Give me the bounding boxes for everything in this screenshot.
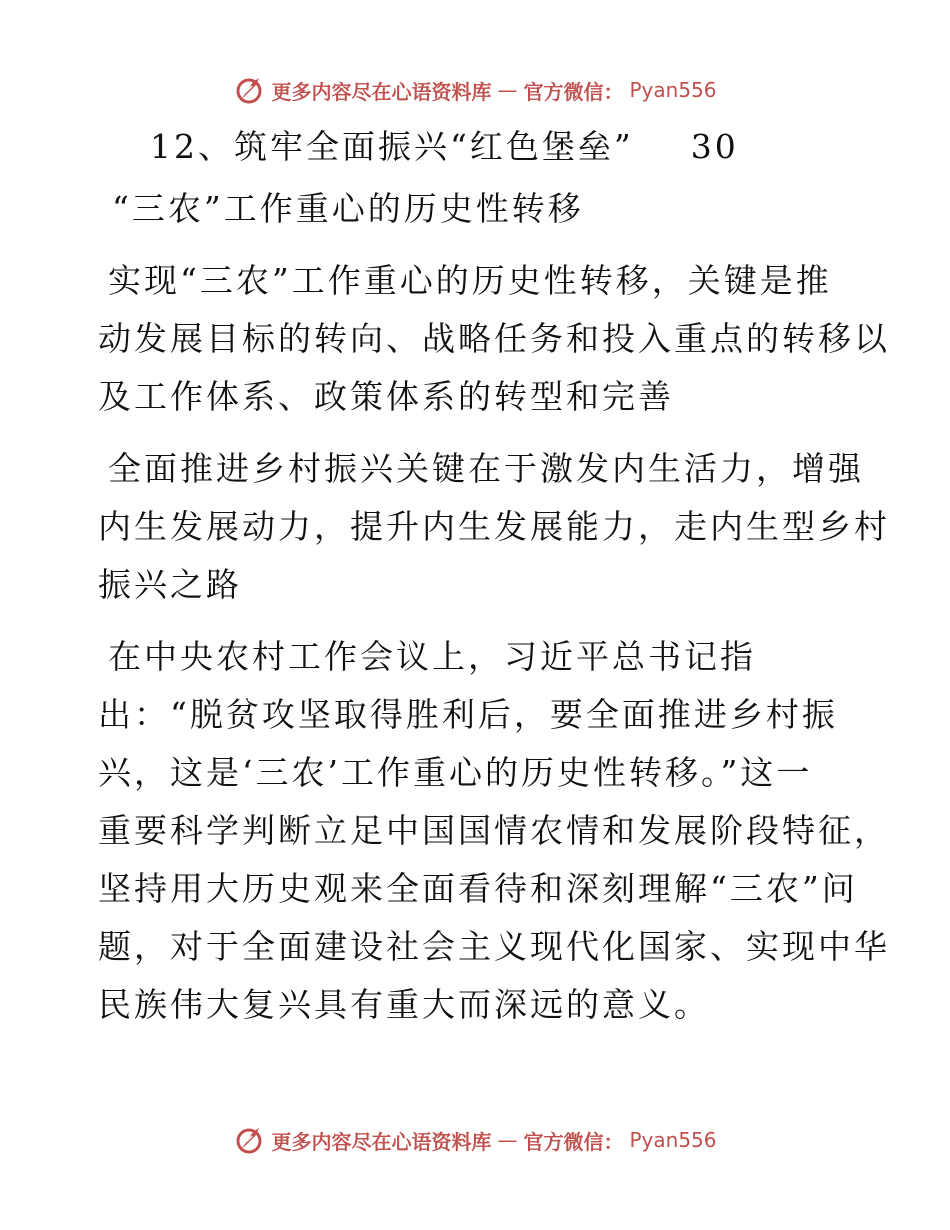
paragraph-line: 民族伟大复兴具有重大而深远的意义。 [98,985,710,1024]
paragraph-line: 及工作体系、政策体系的转型和完善 [98,377,674,416]
watermark-brand-text: 更多内容尽在心语资料库 [271,79,492,104]
header-watermark [0,72,950,108]
paragraph-3 [98,628,890,1034]
paragraph-line: 内生发展动力，提升内生发展能力，走内生型乡村 [98,507,890,546]
quill-logo-icon [233,1124,265,1156]
watermark-separator: — [497,78,518,102]
subheading: “三农”工作重心的历史性转移 [112,189,584,228]
quill-logo-icon [233,74,265,106]
document-body [98,118,890,1034]
section-heading [98,118,858,176]
paragraph-2 [98,440,890,614]
paragraph-line: 振兴之路 [98,565,242,604]
watermark-wechat-id: Pyan556 [629,1128,717,1152]
paragraph-line: 题，对于全面建设社会主义现代化国家、实现中华 [98,927,890,966]
section-heading-text: 12、筑牢全面振兴“红色堡垒” [150,127,634,166]
paragraph-1 [98,252,890,426]
paragraph-line: 全面推进乡村振兴关键在于激发内生活力，增强 [108,449,864,488]
watermark-brand-text: 更多内容尽在心语资料库 [271,1129,492,1154]
section-page-number: 30 [690,127,739,166]
footer-watermark [0,1122,950,1158]
paragraph-line: 在中央农村工作会议上，习近平总书记指 [108,637,756,676]
paragraph-line: 动发展目标的转向、战略任务和投入重点的转移以 [98,319,890,358]
paragraph-line: 兴，这是‘三农’工作重心的历史性转移。”这一 [98,753,813,792]
watermark-wechat-label: 官方微信： [523,1129,624,1154]
watermark-wechat-label: 官方微信： [523,79,624,104]
paragraph-line: 重要科学判断立足中国国情农情和发展阶段特征， [98,811,890,850]
watermark-separator: — [497,1128,518,1152]
paragraph-line: 坚持用大历史观来全面看待和深刻理解“三农”问 [98,869,858,908]
paragraph-line: 出：“脱贫攻坚取得胜利后，要全面推进乡村振 [98,695,838,734]
paragraph-line: 实现“三农”工作重心的历史性转移，关键是推 [108,261,832,300]
watermark-wechat-id: Pyan556 [629,78,717,102]
